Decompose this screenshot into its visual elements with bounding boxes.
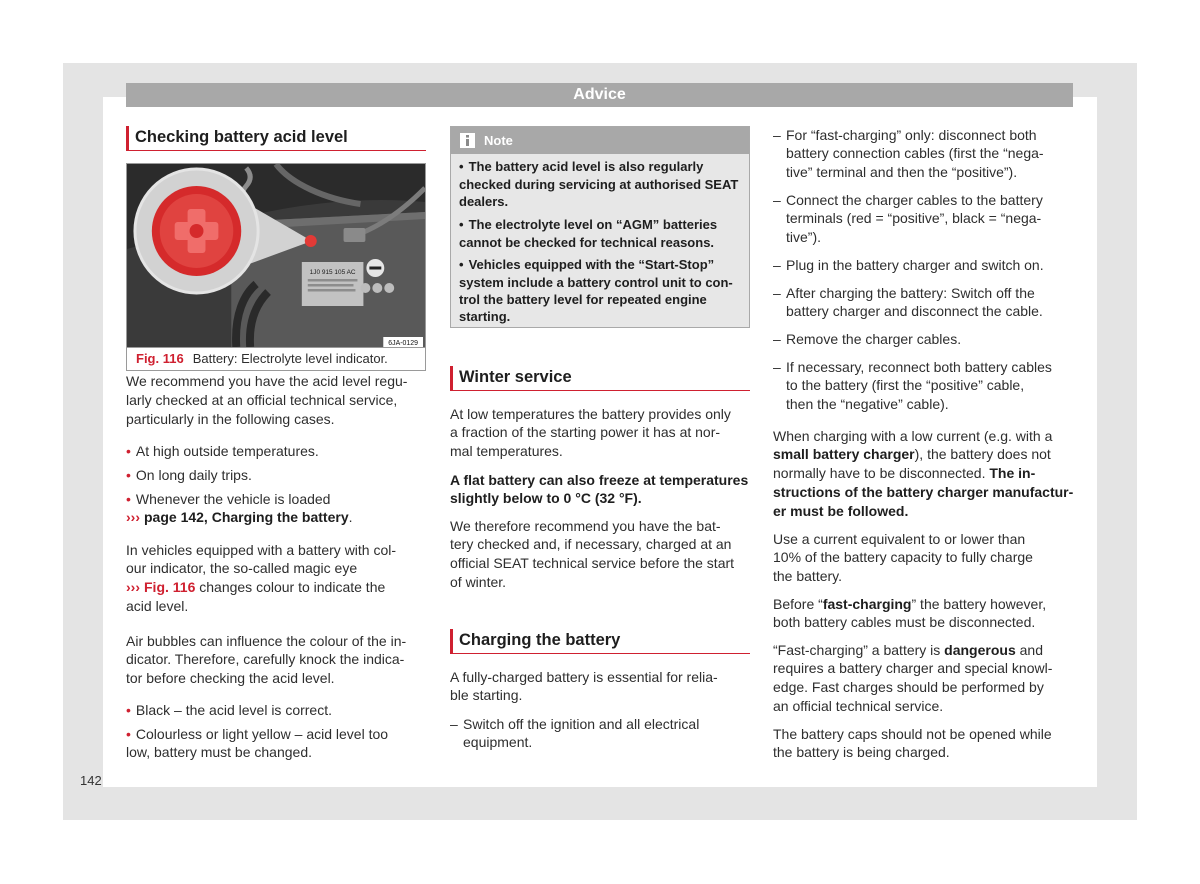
dash-marker: – [773, 191, 781, 208]
charging-step [773, 126, 1073, 182]
image-code: 6JA-0129 [388, 339, 419, 347]
current-paragraph: Use a current equivalent to or lower than 10% of the battery capacity to fully charge the battery. [773, 530, 1033, 585]
winter-paragraph: At low temperatures the battery provides only a fraction of the starting power it has at nor- mal temperatures. [450, 405, 731, 460]
terminal-clamp [344, 228, 366, 242]
note-header [451, 127, 749, 154]
case-text: On long daily trips. [135, 466, 252, 483]
freeze-warning: A flat battery can also freeze at temperatures slightly below to 0 °C (32 °F). [450, 471, 749, 507]
dash-marker: – [773, 126, 781, 143]
dash-marker: – [773, 358, 781, 375]
danger-emphasis: dangerous [944, 641, 1016, 658]
bullet-icon: • [459, 217, 464, 233]
bullet-icon: • [126, 701, 131, 718]
charging-battery-heading: Charging the battery [450, 629, 750, 654]
note-item [459, 256, 747, 325]
state-item [126, 725, 426, 763]
figure-116 [126, 163, 426, 371]
state-text: Black – the acid level is correct. [135, 701, 332, 718]
minus-bar [369, 267, 381, 270]
reference-arrow-icon: ››› [126, 509, 140, 526]
danger-text: and requires a battery charger and special knowl- edge. Fast charges should be performed by an official technical service. [773, 641, 1053, 714]
note-box [450, 126, 750, 328]
section-header-bar: Advice [126, 83, 1073, 107]
figure-label: Fig. 116 [136, 351, 184, 366]
magic-eye-text: In vehicles equipped with a battery with col- our indicator, the so-called magic eye [126, 541, 397, 577]
warning-symbol [360, 283, 370, 293]
charging-step [773, 284, 1073, 322]
low-current-emphasis: small battery charger [773, 446, 915, 463]
winter-recommendation: We therefore recommend you have the bat- tery checked and, if necessary, charged at an official SEAT technical service before the start of winter. [450, 517, 735, 590]
battery-caps-paragraph: The battery caps should not be opened while the battery is being charged. [773, 725, 1052, 761]
bullet-icon: • [126, 490, 131, 507]
fast-charging-text: ” the battery however, both battery cables must be disconnected. [773, 595, 1047, 631]
acid-intro-paragraph: We recommend you have the acid level regu- larly checked at an official technical service, particularly in the following cases. [126, 373, 408, 427]
manufacturer-instructions-emphasis: The in- structions of the battery charger manufactur- er must be followed. [773, 465, 1074, 519]
state-text: Colourless or light yellow – acid level too low, battery must be changed. [126, 725, 389, 761]
reference-arrow-icon: ››› [126, 579, 140, 596]
charging-step [773, 358, 1073, 414]
case-item [126, 490, 426, 528]
label-fine-print [308, 284, 354, 287]
note-item [459, 216, 747, 250]
note-title: Note [484, 133, 513, 148]
magic-eye-paragraph [126, 541, 426, 616]
fast-charging-text: Before “ [773, 595, 823, 612]
acid-level-heading: Checking battery acid level [126, 126, 426, 151]
charging-step-text: Connect the charger cables to the battery terminals (red = “positive”, black = “nega- tive”). [786, 191, 1043, 246]
battery-code: 1J0 915 105 AC [309, 268, 356, 277]
dash-marker: – [773, 330, 781, 347]
note-item-text: The electrolyte level on “AGM” batteries cannot be checked for technical reasons. [459, 217, 718, 250]
warning-symbol [384, 283, 394, 293]
figure-caption [127, 347, 425, 371]
air-bubbles-paragraph: Air bubbles can influence the colour of the in- dicator. Therefore, carefully knock the indica- tor before checking the acid level. [126, 632, 407, 687]
bullet-icon: • [126, 466, 131, 483]
note-item [459, 158, 747, 210]
note-item-text: The battery acid level is also regularly checked during servicing at authorised SEAT dealers. [459, 159, 739, 209]
charging-intro: A fully-charged battery is essential for relia- ble starting. [450, 668, 718, 704]
cap-center [190, 224, 204, 238]
label-fine-print [308, 279, 358, 282]
reference-suffix: . [348, 509, 353, 526]
charging-step-text: After charging the battery: Switch off the battery charger and disconnect the cable. [786, 284, 1043, 320]
charging-step [773, 191, 1073, 247]
danger-paragraph [773, 641, 1073, 716]
winter-service-heading: Winter service [450, 366, 750, 391]
label-fine-print [308, 289, 356, 292]
bullet-icon: • [126, 725, 131, 742]
battery-photo [127, 164, 425, 347]
charging-step-text: For “fast-charging” only: disconnect both battery connection cables (first the “nega- tive” terminal and then the “positive”). [786, 126, 1044, 181]
low-current-text: When charging with a low current (e.g. with a [773, 427, 1053, 444]
charging-step-text: Plug in the battery charger and switch on. [786, 256, 1044, 273]
state-item [126, 701, 426, 720]
case-item [126, 442, 426, 461]
charging-step [450, 715, 750, 753]
fast-charging-emphasis: fast-charging [822, 595, 912, 612]
figure-caption-text: Battery: Electrolyte level indicator. [192, 351, 388, 366]
info-icon [460, 133, 475, 148]
low-current-text: ), the battery does not normally have to be disconnected. [773, 446, 1051, 482]
fast-charging-paragraph [773, 595, 1073, 633]
magic-eye-text: changes colour to indicate the acid level. [126, 579, 386, 614]
case-text: Whenever the vehicle is loaded [135, 490, 331, 507]
charging-step-text: Remove the charger cables. [786, 330, 962, 347]
figure-reference[interactable]: Fig. 116 [144, 579, 196, 596]
dash-marker: – [450, 715, 458, 732]
case-item [126, 466, 426, 485]
note-item-text: Vehicles equipped with the “Start-Stop” system include a battery control unit to con- trol the battery level for repeated engine starting. [459, 257, 733, 324]
case-text: At high outside temperatures. [135, 442, 319, 459]
charging-step [773, 256, 1073, 275]
indicator-dot [305, 235, 317, 247]
dash-marker: – [773, 256, 781, 273]
bullet-icon: • [459, 257, 464, 273]
warning-symbol [372, 283, 382, 293]
charging-step-text: If necessary, reconnect both battery cables to the battery (first the “positive” cable, then the “negative” cable). [786, 358, 1052, 413]
charging-step-text: Switch off the ignition and all electrical equipment. [463, 715, 700, 751]
charging-step [773, 330, 1073, 349]
low-current-paragraph [773, 427, 1073, 521]
bullet-icon: • [459, 159, 464, 175]
bullet-icon: • [126, 442, 131, 459]
danger-text: “Fast-charging” a battery is [773, 641, 945, 658]
charging-battery-reference[interactable]: page 142, Charging the battery [144, 509, 349, 526]
dash-marker: – [773, 284, 781, 301]
page-number: 142 [80, 773, 102, 788]
